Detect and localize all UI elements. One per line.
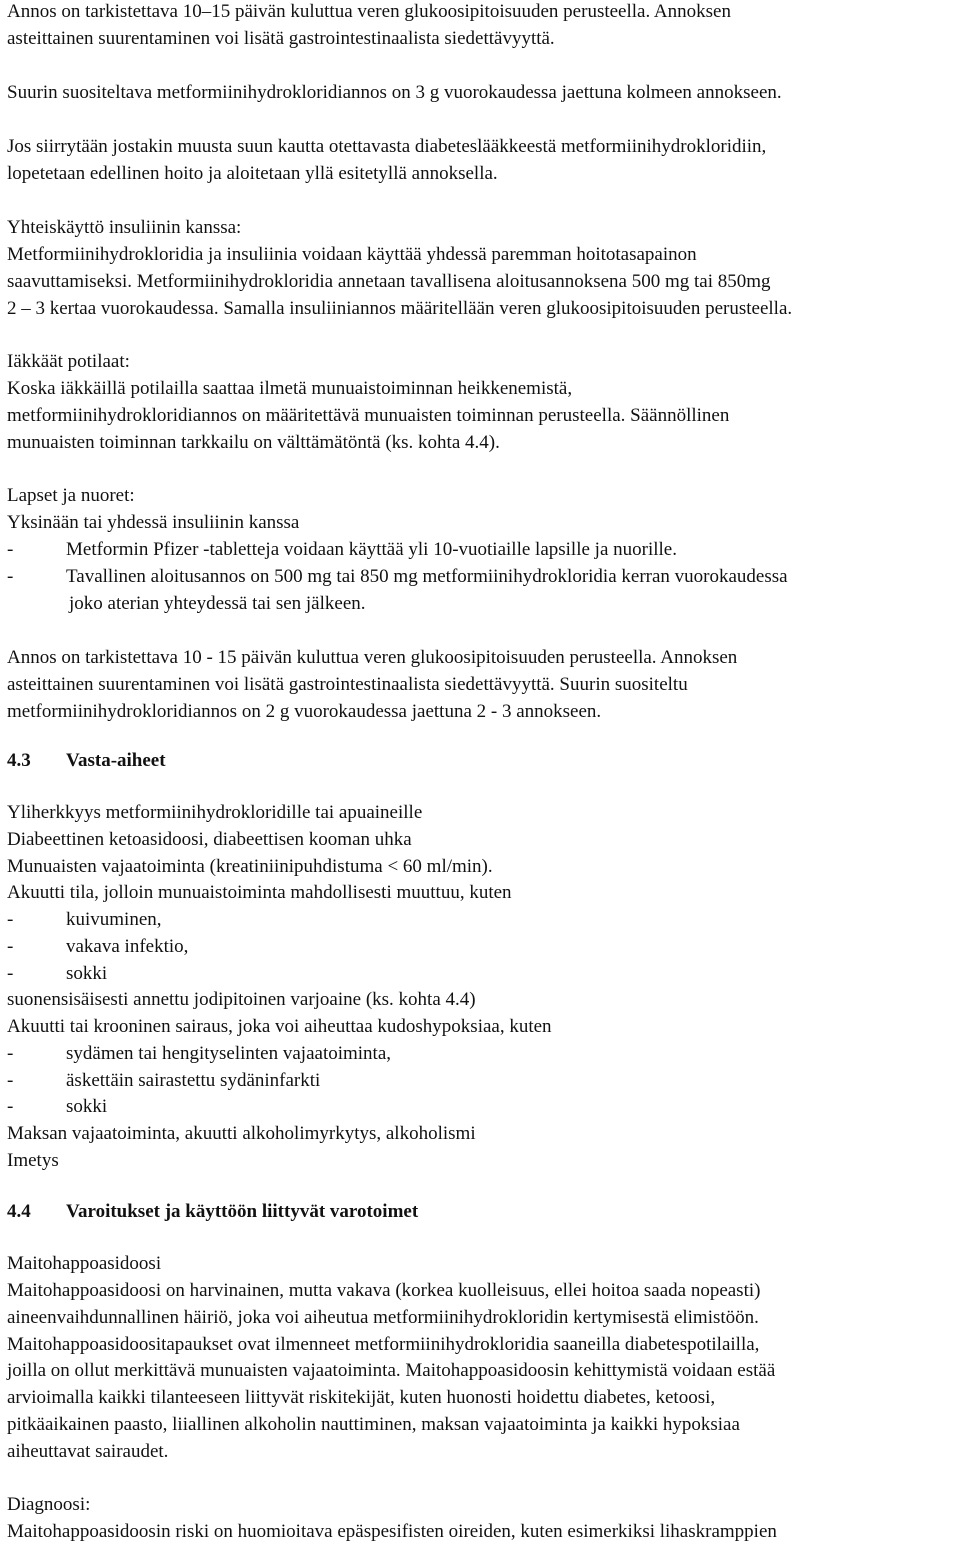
list-item: [7, 537, 677, 563]
text-line: arvioimalla kaikki tilanteeseen liittyvät riskitekijät, kuten huonosti hoidettu diabetes, ketoosi,: [7, 1387, 716, 1408]
section-number: 4.4: [7, 1201, 31, 1222]
list-item-text: sokki: [66, 963, 108, 984]
list-item-text: Metformin Pfizer -tabletteja voidaan käyttää yli 10-vuotiaille lapsille ja nuorille.: [66, 539, 677, 560]
dash-marker: -: [7, 566, 14, 587]
text-line: Annos on tarkistettava 10–15 päivän kuluttua veren glukoosipitoisuuden perusteella. Annoksen: [7, 1, 731, 22]
list-item-text: sydämen tai hengityselinten vajaatoiminta,: [66, 1043, 392, 1064]
text-line: Maitohappoasidoositapaukset ovat ilmenneet metformiinihydrokloridia saaneilla diabetespotilailla,: [7, 1334, 760, 1355]
text-line: Jos siirrytään jostakin muusta suun kautta otettavasta diabeteslääkkeestä metformiinihydrokloridiin,: [7, 136, 767, 157]
paragraph-subheading: Yhteiskäyttö insuliinin kanssa:: [7, 217, 242, 238]
text-line: Maitohappoasidoosi on harvinainen, mutta vakava (korkea kuolleisuus, ellei hoitoa saada nopeasti): [7, 1280, 761, 1301]
list-item: [7, 1041, 391, 1067]
list-item-text: vakava infektio,: [66, 936, 189, 957]
dash-marker: -: [7, 1043, 14, 1064]
list-item: [7, 1094, 107, 1120]
text-line: asteittainen suurentaminen voi lisätä gastrointestinaalista siedettävyyttä. Suurin suositeltu: [7, 674, 688, 695]
text-line: joilla on ollut merkittävä munuaisten vajaatoiminta. Maitohappoasidoosin kehittymistä voidaan estää: [7, 1360, 776, 1381]
paragraph-subheading: Lapset ja nuoret:: [7, 485, 135, 506]
dash-marker: -: [7, 1096, 14, 1117]
text-line: Munuaisten vajaatoiminta (kreatiniinipuhdistuma < 60 ml/min).: [7, 856, 493, 877]
text-line: suonensisäisesti annettu jodipitoinen varjoaine (ks. kohta 4.4): [7, 989, 476, 1010]
text-line: Akuutti tila, jolloin munuaistoiminta mahdollisesti muuttuu, kuten: [7, 882, 512, 903]
text-line: Akuutti tai krooninen sairaus, joka voi aiheuttaa kudoshypoksiaa, kuten: [7, 1016, 552, 1037]
text-line: aiheuttavat sairaudet.: [7, 1441, 169, 1462]
text-line: metformiinihydrokloridiannos on 2 g vuorokaudessa jaettuna 2 - 3 annokseen.: [7, 701, 602, 722]
text-line: munuaisten toiminnan tarkkailu on välttämätöntä (ks. kohta 4.4).: [7, 432, 500, 453]
dash-marker: -: [7, 963, 14, 984]
paragraph-subheading: Diagnoosi:: [7, 1494, 91, 1515]
text-line: Metformiinihydrokloridia ja insuliinia voidaan käyttää yhdessä paremman hoitotasapainon: [7, 244, 697, 265]
text-line: Koska iäkkäillä potilailla saattaa ilmetä munuaistoiminnan heikkenemistä,: [7, 378, 573, 399]
section-title: Varoitukset ja käyttöön liittyvät varotoimet: [66, 1201, 419, 1222]
list-item: [7, 907, 162, 933]
max-dose-paragraph: Suurin suositeltava metformiinihydrokloridiannos on 3 g vuorokaudessa jaettuna kolmeen annokseen.: [7, 82, 782, 103]
section-heading-4-3: [7, 748, 166, 774]
dash-marker: -: [7, 1070, 14, 1091]
text-line: Maksan vajaatoiminta, akuutti alkoholimyrkytys, alkoholismi: [7, 1123, 476, 1144]
list-item-text: äskettäin sairastettu sydäninfarkti: [66, 1070, 321, 1091]
paragraph-subheading: Maitohappoasidoosi: [7, 1253, 162, 1274]
text-line: pitkäaikainen paasto, liiallinen alkoholin nauttiminen, maksan vajaatoiminta ja kaikki hypoksiaa: [7, 1414, 740, 1435]
text-line: 2 – 3 kertaa vuorokaudessa. Samalla insuliiniannos määritellään veren glukoosipitoisuuden perusteella.: [7, 298, 793, 319]
text-line: Yksinään tai yhdessä insuliinin kanssa: [7, 512, 300, 533]
text-line: aineenvaihdunnallinen häiriö, joka voi aiheutua metformiinihydrokloridin kertymisestä elimistöön.: [7, 1307, 759, 1328]
list-item-text: sokki: [66, 1096, 108, 1117]
list-item: [7, 564, 788, 590]
section-heading-4-4: [7, 1199, 418, 1225]
text-line: Maitohappoasidoosin riski on huomioitava epäspesifisten oireiden, kuten esimerkiksi lihaskramppien: [7, 1521, 777, 1542]
list-item-continuation: joko aterian yhteydessä tai sen jälkeen.: [69, 593, 366, 614]
dash-marker: -: [7, 539, 14, 560]
text-line: lopetetaan edellinen hoito ja aloitetaan yllä esitetyllä annoksella.: [7, 163, 498, 184]
dash-marker: -: [7, 909, 14, 930]
dash-marker: -: [7, 936, 14, 957]
paragraph-subheading: Iäkkäät potilaat:: [7, 351, 130, 372]
text-line: Annos on tarkistettava 10 - 15 päivän kuluttua veren glukoosipitoisuuden perusteella. Annoksen: [7, 647, 738, 668]
text-line: Yliherkkyys metformiinihydrokloridille tai apuaineille: [7, 802, 423, 823]
list-item-text: Tavallinen aloitusannos on 500 mg tai 850 mg metformiinihydrokloridia kerran vuorokaudessa: [66, 566, 788, 587]
text-line: Imetys: [7, 1150, 59, 1171]
section-number: 4.3: [7, 750, 31, 771]
text-line: Diabeettinen ketoasidoosi, diabeettisen kooman uhka: [7, 829, 412, 850]
text-line: saavuttamiseksi. Metformiinihydrokloridia annetaan tavallisena aloitusannoksena 500 mg tai 850mg: [7, 271, 771, 292]
list-item: [7, 1068, 320, 1094]
list-item: [7, 961, 107, 987]
text-line: metformiinihydrokloridiannos on määritettävä munuaisten toiminnan perusteella. Säännöllinen: [7, 405, 730, 426]
text-line: asteittainen suurentaminen voi lisätä gastrointestinaalista siedettävyyttä.: [7, 28, 555, 49]
list-item: [7, 934, 188, 960]
list-item-text: kuivuminen,: [66, 909, 162, 930]
section-title: Vasta-aiheet: [66, 750, 166, 771]
